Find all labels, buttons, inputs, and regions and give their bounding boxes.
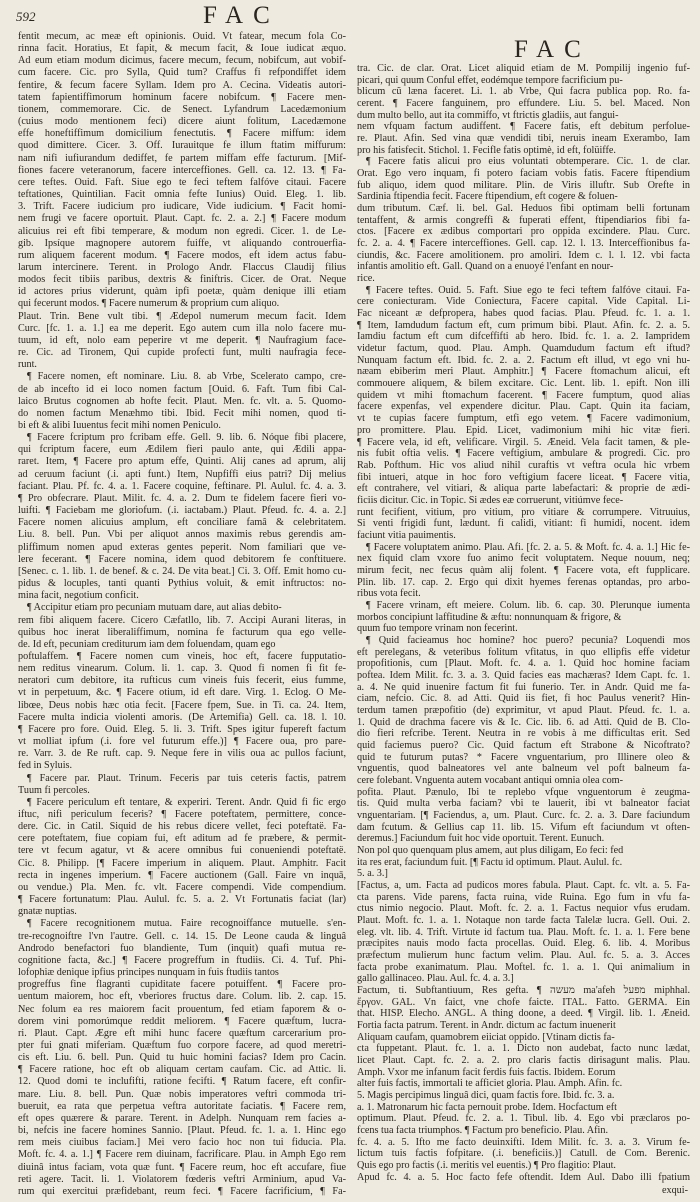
text-line: ¶ Facere recognitionem mutua. Faire recognoiffance mutuelle. s'en- xyxy=(27,918,346,930)
text-line: eleg. vlt. lib. 4. Trift. Virtute id factum tua. Plau. Moft. fc. 1. a. 1. Fere bene xyxy=(357,926,690,938)
text-line: re. Cic. ad Tironem, Qui cupide profecti funt, multi naufragia fece- xyxy=(18,347,346,359)
text-line: blicum cũ læna faceret. Li. 1. ab Vrbe, Qui facra publica pop. Ro. fa- xyxy=(357,86,690,98)
text-line: re. Varr. 3. de Re ruft. cap. 9. Neque fere in vilis oua ac pullos faciunt, xyxy=(18,748,346,760)
text-line: dio fieri refcribe. Terent. Neutra in re vobis à me difficultas erit. Sed xyxy=(357,728,690,740)
text-line: ¶ Facere periculum eft tentare, & experiri. Terent. Andr. Quid fi fic ergo xyxy=(27,796,346,808)
text-line: deremus.] Faciundum fuit hoc vide oportuit. Terent. Eunuch. xyxy=(357,833,605,845)
text-line: commouere aliquem, & bilem excitare. Cic. Lent. lib. 1. epift. Non illi xyxy=(357,378,690,390)
text-line: tuum, id eft, nolo eam peperire vt me deperit. ¶ Naufragium face- xyxy=(18,334,346,346)
text-line: nam nifi iufiurandum dediffet, fe partem miffam effe facturum. [Mif- xyxy=(18,152,346,164)
text-line: Nunquam factum eft. Ibid. fc. 2. a. 2. Factum eft illud, vt ego vni hu- xyxy=(357,354,690,366)
text-line: modos fecit tibiis paribus, dextris & finiftris. Cicer. de Orat. Neque xyxy=(18,274,346,286)
text-line: lere fecerant. ¶ Facere nomina, idem quod debitorem fe conftituere. xyxy=(18,553,346,565)
text-line: cere coniecturam. Vide Coniectura, Facere capital. Vide Capital. Li- xyxy=(357,296,690,308)
text-line: alter fuis factis, immortali te afficiet gloria. Plau. Amph. Afin. fc. xyxy=(357,1078,623,1090)
text-line: dorem vini pomorúmque reddit meliorem. ¶ Facere quæftum, lucra- xyxy=(18,1015,346,1027)
text-line: pter fui gnati miferiam. Quæftum fuo corpore facere, ad quod meretri- xyxy=(18,1039,346,1051)
text-line: pro promittere. Plau. Epid. Licet, vadimonium mihi hic vitæ fieri. xyxy=(357,424,690,436)
text-line: tere vt fecum agatur, vt & acere omnibus fui conueniendi poteftatë. xyxy=(18,845,346,857)
text-line: pro his fatisfecit. Stichol. 1. Fecifle fatis optimè, id eft, folüiffe. xyxy=(357,144,616,156)
text-line: dam fcutum. & Gellius cap 11. lib. 15. Vifum eft faciundum vt often- xyxy=(357,821,690,833)
text-line: luifti. ¶ Faciebam me gloriofum. (.i. iactabam.) Plaut. Pfeud. fc. 4. a. 2.] xyxy=(18,505,346,517)
text-line: ad ceruum faciunt (.i. apti funt.) Item, Nupfiffi eius patri? Dij melius xyxy=(18,468,346,480)
text-line: facta probe exanimatum. Plau. Moftel. fc. 1. a. 1. Qui animalium in xyxy=(357,961,690,973)
text-line: rinna facit. Horatius, Et fapit, & mecum facit, & Ioue iudicat æquo. xyxy=(18,43,346,55)
text-line: qui fcriptum facere, eum Ædilem fieri paulo ante, qui Ædili appa- xyxy=(18,444,346,456)
text-line: præfectum mulierum hunc factum velim. Plau. Aul. fc. 5. a. 3. Acces xyxy=(357,950,690,962)
text-line: id actores prius viderunt, quàm ipfi poetæ, quàm denique illi etiam xyxy=(18,286,346,298)
text-line: eft contrahere, vel vitiari, & aliqua parte labefactari: & proprie de ædi- xyxy=(357,483,690,495)
text-line: progreffus fine flagranti cupiditate facere potuiffent. ¶ Facere pro- xyxy=(18,979,346,991)
text-line: ¶ Facere voluptatem animo. Plau. Afi. [fc. 2. a. 5. & Moft. fc. 4. a. 1.] Hic fe- xyxy=(366,541,690,553)
text-line: quid faciemus puero? Cic. Quid factum eft Strabone & Nicoftrato? xyxy=(357,739,690,751)
text-line: neratori cum debitore, ita rufticus cum vineis fuis fecerit, eius fumme, xyxy=(18,675,346,687)
text-line: Moft. fc. 4. a. 1.] ¶ Facere rem diuinam, facrificare. Plau. in Amph Ego rem xyxy=(18,1149,346,1161)
text-line: eft perelegans, & veteribus folitum vfitatus, in quo ellipfis effe videtur xyxy=(357,646,690,658)
text-line: teftationes, Quintilian. Facit omnia fefte Iunius) Ouid. Eleg. 1. lib. xyxy=(18,189,346,201)
text-line: fc. 2. a. 4. ¶ Facere interceffiones. Gell. cap. 12. l. 13. Interceffionibus fa- xyxy=(357,238,690,250)
text-line: pidus & locuples, tanti quanti Pythius voluit, & emit inftructos: no- xyxy=(18,578,346,590)
text-line: rem fibi aliquem facere. Cicero Cæfatllo, lib. 7. Accipi Aurani literas, in xyxy=(18,614,346,626)
text-line: raret. Item, ¶ Facere pro aptum effe, Quinti. Alij canes ad aprum, alij xyxy=(18,456,346,468)
text-line: facere expenfas, vel expendere dicitur. Plau. Capt. Quin ita faciam, xyxy=(357,401,690,413)
text-line: reti agere. Tacit. li. 1. Violatorem fœderis veftri Arminium, apud Va- xyxy=(18,1173,346,1185)
text-line: 1. Quid de drachma facere vis & Ic. Cic. lib. 6. ad Atti. Quid de B. Clo- xyxy=(357,716,690,728)
text-line: rum aliquem facerent modum. ¶ Facere modos, eft idem actus fabu- xyxy=(18,249,346,261)
text-line: tentaffent, & armis congreffi & fuperati effent, ftipendiarios fibi fa- xyxy=(357,214,690,226)
right-column xyxy=(357,63,690,1183)
text-line: a. 1. Matronarum hic facta pernouit probe. Idem. Hocfactum eft xyxy=(357,1101,617,1113)
text-line: infantis amolitio eft. Gall. Quand on a enuoyé l'enfant en nour- xyxy=(357,261,614,273)
text-line: bi, nefcis ine facere homines Sannio. [Plaut. Pfeud. fc. 1. a. 1. Hinc ego xyxy=(18,1125,346,1137)
text-line: dum multo bello, aut ita commiffo, vt ftrictis gladiis, aut fangui- xyxy=(357,109,619,121)
text-line: de. Id eft, pecuniam crediturum iam dem foluendam, quam ego xyxy=(18,638,276,650)
text-line: bueruit, ea rata que perpetua veftra autoritate faciatis. ¶ Facere rem, xyxy=(18,1100,346,1112)
text-line: cognitione facta, &c.] ¶ Facere progreffum in ftudiis. Ci. 4. Tuf. Phi- xyxy=(18,954,346,966)
text-line: ctos. [Facere ex ædibus comportari pro oppida excindere. Plau. Curc. xyxy=(357,226,690,238)
text-line: ciundis, &c. Facere amolitionem. pro amoliri. Idem c. l. l. 12. vbi facta xyxy=(357,249,690,261)
text-line: poftea. Idem Milit. fc. 3. a. 3. Quid facies eas machæras? Idem Capt. fc. 1. xyxy=(357,669,690,681)
text-line: Quis ego pro factis (.i. meritis vel euentis.) ¶ Pro flagitio: Plaut. xyxy=(357,1160,616,1172)
text-line: ¶ Facere nomen, eft nominare. Liu. 8. ab Vrbe, Scelerato campo, cre- xyxy=(27,371,346,383)
text-line: fub aliquo, idem quod militare. Plin. de Viris illuftr. Sub Orefte in xyxy=(357,179,690,191)
text-line: faciunt vitia pauimentis. xyxy=(357,529,456,541)
text-line: uentum maiorem, hoc eft, vberiores fructus dare. Colum. lib. 2. cap. 15. xyxy=(18,991,346,1003)
text-line: lofophiæ denique ipfius principes nunquam in fuis ftudiis tantos xyxy=(18,967,279,979)
text-line: ¶ Facere vrinam, eft meiere. Colum. lib. 6. cap. 30. Plerunque iumenta xyxy=(366,599,690,611)
text-line: cis eft. Liu. 6. bell. Pun. Quid tu huic homini facias? Idem pro Cacin. xyxy=(18,1052,346,1064)
running-head-right: FAC xyxy=(514,36,591,63)
text-line: picari, qui quum Conful effet, eodémque tempore facrificium pu- xyxy=(357,74,623,86)
text-line: præcipites nauis modo facta procellas. Ouid. Eleg. 6. lib. 4. Moribus xyxy=(357,938,690,950)
text-line: Apud fc. 4. a. 5. Hoc facto fefe oftendit. Idem Aul. Dabo illi fpatium xyxy=(357,1171,690,1183)
text-line: de ab incefto id ei loco nomen factum [Ouid. 6. Faft. Tum fibi Cal- xyxy=(18,383,346,395)
text-line: dere. Cic. in Catil. Siquid de his rebus dicere vellet, feci poteftatë. Fa- xyxy=(18,821,346,833)
text-line: gallo gallinaceo. Plau. Aul. fc. 4. a. 3.] xyxy=(357,973,514,985)
text-line: ¶ Facere fatis alicui pro eius voluntati obtemperare. Cic. 1. de clar. xyxy=(366,156,690,168)
text-line: Androdo benefactori fuo blandiente, Tum (inquit) quafi mutua re- xyxy=(18,942,346,954)
text-line: næam ebiberim meri Plaut. Amphitr.] ¶ Facere ftomachum alicui, eft xyxy=(357,366,690,378)
text-line: Nec folum ea res maiorem facit prouentum, fed etiam faporem & o- xyxy=(18,1003,346,1015)
text-line: nem reditus vinearum. Colum. li. 1. cap. 3. Quod fi nomen fi fit fe- xyxy=(18,663,346,675)
text-line: morbos concipiunt laffitudine & æftu: nonnunquam & frigore, & xyxy=(357,611,622,623)
text-line: a. 4. Ne quid inuenire factum fit fui funerio. Ter. in Andr. Quid me fa- xyxy=(357,681,690,693)
text-line: larum intercinere. Terent. in Prologo Andr. Flaccus Claudij filius xyxy=(18,261,346,273)
text-line: 5. Magis percipimus linguâ dici, quam factis fore. Ibid. fc. 3. a. xyxy=(357,1090,615,1102)
text-line: mare. Liu. 8. bell. Pun. Quæ nobis imperatores veftri commoda tri- xyxy=(18,1088,346,1100)
text-line: ¶ Facere pro fore. Ouid. Eleg. 5. li. 3. Trift. Spes igitur fupereft factum xyxy=(18,723,346,735)
text-line: ¶ Facere fcriptum pro fcribam effe. Gell. 9. lib. 6. Nóque fibi placere, xyxy=(27,432,346,444)
text-line: Non pol quo quenquam plus amem, aut plus diligam, Eo feci: fed xyxy=(357,845,624,857)
text-line: quibus hoc inerat liberaliffimum, nomina fe facturum qua ego velle- xyxy=(18,626,346,638)
text-line: 5. a. 3.] xyxy=(357,868,388,880)
text-line: Si venti frigidi funt, lædunt. fi calidi, vitiant: fi humidi, nocent. idem xyxy=(357,518,690,530)
text-line: Aliquam caufam, quamobrem eiiciat oppido. [Vtinam dictis fa- xyxy=(357,1031,615,1043)
text-line: laico Brutus cognomen ab hofte fecit. Plaut. Men. fc. vlt. a. 5. Quomo- xyxy=(18,395,346,407)
text-line: ἔργον. GAL. Vn faict, vne chofe faicte. ITAL. Fatto. GERMA. Ein xyxy=(357,996,690,1008)
text-line: Factum, ti. Subftantiuum, Res gefta. ¶ מעשה ma'afeh מפעל miphhal. xyxy=(357,985,690,997)
text-line: fentit mecum, ac meæ eft opinionis. Ouid. Vt fatear, mecum fola Co- xyxy=(18,31,346,42)
text-line: do nomen factum Menæhmo tibi. Ibid. Fecit mihi nomen, quod ti- xyxy=(18,407,346,419)
text-line: fentire, & fecum facere Syllam. Idem pro A. Cecina. Videatis autori- xyxy=(18,79,346,91)
text-line: vnguentariam. [¶ Faciendus, a, um. Plaut. Curc. fc. 2. a. 3. Dare faciundum xyxy=(357,810,690,821)
text-line: fcens tua facta triumphos. ¶ Factum pro beneficio. Plau. Afin. xyxy=(357,1125,609,1137)
text-line: ¶ Accipitur etiam pro pecuniam mutuam dare, aut alias debito- xyxy=(27,602,282,614)
text-line: nis fubit oftia velis. ¶ Facere veftigium, ambulare & progredi. Cic. pro xyxy=(357,448,690,460)
text-line: bi eft & alibi Iuuentus fecit mihi nomen Peniculo. xyxy=(18,420,221,431)
text-line: runt. xyxy=(18,359,37,371)
text-line: eft opes quærere & parare. Terent. in Adelph. Nunquam rem facies a- xyxy=(18,1112,346,1124)
text-line: nex fiquid clam vxore fuo animo fecit voluptatem. Neque nouum, neq; xyxy=(357,553,690,565)
text-line: vnguentis, quod balneatores vel ante balneum vel poft balneum fa- xyxy=(357,763,690,775)
text-line: [Senec. c. 1. lib. 1. de benef. & c. 24. De vita beat.] Ci. 3. Off. Emit homo cu- xyxy=(18,565,346,577)
text-line: alicuius rei eft fibi temperare, & modum non egredi. Cicer. 1. de Le- xyxy=(18,225,346,237)
text-line: quid te futurum putas? * Facere vnguentarium, pro Illinere oleo & xyxy=(357,751,690,763)
text-line: Fortia facta patrum. Terent. in Andr. dictum ac factum inuenerit xyxy=(357,1020,616,1032)
text-line: (cuius modo mentionem feci) dicere aiunt folitum, Lacedæmone xyxy=(18,116,346,128)
text-line: recta in ingenes imperium. ¶ Facere auctionem (Gall. Faire vn inquā, xyxy=(18,869,346,881)
text-line: libœe, Deus nobis hæc otia fecit. [Facere fpem, Sue. in Ti. ca. 24. Item, xyxy=(18,699,346,711)
text-line: cta fuppetant. Plaut. fc. 1. a. 1. Dicto non audebat, facto nunc lædat, xyxy=(357,1043,690,1055)
running-head-left: FAC xyxy=(203,2,280,29)
text-line: re. Plaut. Afin. Sed vina quæ vendidi tibi, neruis ineam Exerambo, Iam xyxy=(357,133,690,145)
text-line: iftuc, nifi periculum feceris? ¶ Facere poteftatem, permittere, conce- xyxy=(18,809,346,820)
text-line: cere poteftatem, fiue copiam fui, eft aditum ad fe præbere, & permit- xyxy=(18,833,346,845)
text-line: propofitionis, cum [Plaut. Moft. fc. 4. a. 1. Quid hoc homine faciam xyxy=(357,658,690,670)
text-line: Orat. Ego vero inquam, fi potero faciam vobis fatis. Facere ftipendium xyxy=(357,168,690,180)
text-line: quidem vt mihi ftomachum facerent. ¶ Facere fumptum, quod alias xyxy=(357,389,690,401)
text-line: Iamdiu factum eft cum difceffifti ab hero. Ibid. fc. 1. a. 2. Iampridem xyxy=(357,331,690,343)
text-line: nem frugi ve facere oportuit. Plaut. Capt. fc. 2. a. 2.] ¶ Facere modum xyxy=(18,213,346,225)
catchword: exqui- xyxy=(661,1185,688,1196)
text-line: tra. Cic. de clar. Orat. Licet aliquid etiam de M. Pompilij ingenio fuf- xyxy=(357,63,690,74)
text-line: Plaut. Trin. Bene vult tibi. ¶ Ædepol numerum mecum facit. Idem xyxy=(18,310,346,322)
text-line: Fac niceant æ defpropera, habes quod facias. Plau. Pfeud. fc. 1. a. 1. xyxy=(357,308,690,320)
text-line: that. HISP. Elecho. ANGL. A thing doone, a deed. ¶ Virgil. lib. 1. Æneid. xyxy=(357,1008,690,1020)
text-line: ¶ Pro obfecrare. Plaut. Milit. fc. 4. a. 2. Dum te fidelem facere fieri vo- xyxy=(18,492,346,504)
text-line: terdum tamen præpofitio (de) exprimitur, vt apud Plaut. Pfeud. fc. 1. a. xyxy=(357,704,690,716)
text-line: cere teftes. Ouid. Faft. Siue ego te feci teftem falfóve citaui. Facere xyxy=(18,176,346,188)
text-line: tionem, commemorare. Cic. de Senect. Lyfandrum Lacedæmonium xyxy=(18,103,346,115)
text-line: ciam, nefcio. Cic. 8. ad Atti. Quid iis fiet, fi hoc Paulus venerit? Hin- xyxy=(357,693,690,705)
text-line: ¶ Facere ratione, hoc eft ob aliquam certam caufam. Cic. ad Attic. li. xyxy=(18,1064,346,1076)
text-line: ficiis dicitur. Cic. in Topic. Si ædes eæ corruerunt, vitiúmve fece- xyxy=(357,494,624,506)
text-line: ribus vota fecit. xyxy=(357,588,421,600)
text-line: Amph. Vxor me infanum facit ferdis fuis factis. Ibidem. Eorum xyxy=(357,1066,616,1078)
text-line: dum tributum. Cæf. li. bel. Gal. Heduos fibi optimam belli fortunam xyxy=(357,203,690,215)
text-line: ctus nimio negocio. Plaut. Moft. fc. 2. a. 1. Factus nequior vfus erudam. xyxy=(357,903,690,915)
page-number: 592 xyxy=(16,9,36,24)
text-line: tre-recognoiftre l'vn l'autre. Gell. c. 14. 15. De Leone cauda & linguâ xyxy=(18,930,346,942)
text-line: gnatæ nuptias. xyxy=(18,906,77,918)
text-line: Ad eum etiam modum dicimus, facere mecum, fecum, nobifcum, aut vobif- xyxy=(18,55,346,67)
text-line: tis. Quid multa verba faciam? vbi te lauerit, ibi vt balneator faciat xyxy=(357,798,690,810)
text-line: Facere multa indicia violenti amoris. (De Artemifia) Gell. ca. 18. l. 10. xyxy=(18,711,346,723)
text-line: videtur factum, quod. Plau. Amph. Quamdudum factum eft iftud? xyxy=(357,343,690,355)
text-line: ¶ Facere teftes. Ouid. 5. Faft. Siue ego te feci teftem falfóve citaui. Fa- xyxy=(366,284,690,296)
text-line: ¶ Facere fortunatum: Plau. Aulul. fc. 5. a. 2. Vt Fortunatis faciat (lar) xyxy=(18,894,346,906)
text-line: gib. Ipsíque magnopere autorem fuiffe, vt aliquando controuerfia- xyxy=(18,237,346,249)
text-line: ita res erat, faciundum fuit. [¶ Factu id optimum. Plaut. Aulul. fc. xyxy=(357,856,623,868)
text-line: effe honeftiffimum domicilium fenectutis. ¶ Facere miffum: idem xyxy=(18,128,346,140)
text-line: Liu. 8. bell. Pun. Vbi per aliquot annos maximis rebus gerendis am- xyxy=(18,529,346,541)
text-line: Plaut. Moft. fc. 1. a. 1. Notaque non tarde facta Talelæ lucra. Gell. Oui. 2. xyxy=(357,915,690,927)
text-line: cere folebant. Vnguenta autem vocabant antiqui omnia olea com- xyxy=(357,774,623,786)
text-line: 3. Trift. Facere iudicium pro iudicare, Vide iudicium. ¶ Facit homi- xyxy=(18,201,346,213)
text-line: rem meis ciuibus faciam.] Mei vero facio hoc non tui fiducia. Pla. xyxy=(18,1137,346,1149)
text-line: rice. xyxy=(357,273,375,285)
left-column xyxy=(18,31,346,1197)
text-line: fed in Syluis. xyxy=(18,760,73,772)
text-line: ¶ Quid facieamus hoc homine? hoc puero? pecunia? Loquendi mos xyxy=(366,634,690,646)
text-line: 12. Quod domi te inclufifti, ratione fecifti. ¶ Ratum facere, eft confir- xyxy=(18,1076,346,1088)
text-line: cta parens. Vide parens, facta ruina, vide Ruina. Ego fum in vfu fa- xyxy=(357,891,690,903)
text-line: Rab. Pofthum. Hic vos aliud nihil curaftis vt veftra ocula hic vrbem xyxy=(357,459,690,471)
text-line: Sardinia ftipendia fecit. Facere ftipendium, eft cogere & foluen- xyxy=(357,191,618,203)
text-line: Cic. 8. Philipp. [¶ Facere imperium in aliquem. Plaut. Amphitr. Facit xyxy=(18,857,346,869)
text-line: ¶ Facere vela, id eft, velificare. Virgil. 5. Æneid. Vela facit tamen, & ple- xyxy=(357,436,690,448)
text-line: fc. 4. a. 5. Ifto me facto deuinxifti. Idem Milit. fc. 3. a. 3. Virum fe- xyxy=(357,1136,690,1148)
text-line: fibi intueri, atque in hoc foro veftigium facere liceat. ¶ Facere vitia, xyxy=(357,471,690,483)
text-line: optimum. Plaut. Pfeud. fc. 2. a. 1. Tibul. lib. 4. Ego vbi præclaros po- xyxy=(357,1113,690,1125)
text-line: poftulaffem. ¶ Facere nomen cum vineis, hoc eft, facere fupputatio- xyxy=(18,650,346,662)
text-line: quum fuo tempore vrinam non fecerint. xyxy=(357,623,518,635)
text-line: fiones facere veteranorum, facere interceffiones. Gell. ca. 12. 13. ¶ Fa- xyxy=(18,164,346,176)
text-line: pliffimum nomen apud exteras gentes peperit. Nom familiari que ve- xyxy=(18,541,346,553)
text-line: nem vfquam factum audiffent. ¶ Facere fatis, eft debitum perfolue- xyxy=(357,121,690,133)
text-line: ¶ Item, Iamdudum factum eft, cum primum bibi. Plaut. Afin. fc. 2. a. 5. xyxy=(357,319,690,331)
text-line: rum qui exercitui præfidebant, reum feci. ¶ Facere facrificium, ¶ Fa- xyxy=(18,1185,346,1197)
text-line: vt te cupias facere fumptum, etfi ego vetem. ¶ Facere vadimonium, xyxy=(357,413,690,425)
text-line: diuinâ intus faciam, vota quæ funt. ¶ Facere reum, hoc eft accufare, fiue xyxy=(18,1161,346,1173)
text-line: [Factus, a, um. Facta ad pudicos mores fabula. Plaut. Capt. fc. vlt. a. 5. Fa- xyxy=(357,880,690,892)
text-line: runt fecifient, vitium, pro vitium, pro vitiare & corrumpere. Vitruuius, xyxy=(357,506,690,518)
text-line: vt in perpetuum, &c. ¶ Facere otium, id eft dare. Virg. 1. Eclog. O Me- xyxy=(18,687,346,699)
text-line: ou vendue.) Pla. Men. fc. vlt. Facere compendi. Vide compendium. xyxy=(18,881,346,893)
text-line: Curc. [fc. 1. a. 1.] ea me deperit. Ego autem cum illa nolo facere mu- xyxy=(18,322,346,334)
text-line: qui fecerunt modos. ¶ Facere numerum & proprium cum aliquo. xyxy=(18,298,280,310)
text-line: Facere nomen alicuius amplum, eft conciliare famâ & celebritatem. xyxy=(18,517,346,529)
text-line: tatem fapientiffimorum hominum facere nobifcum. ¶ Facere men- xyxy=(18,91,346,103)
text-line: Tuum fi percoles. xyxy=(18,784,90,796)
text-line: quod dimittere. Cicer. 3. Off. Iurauitque fe illum ftatim miffurum: xyxy=(18,140,346,152)
text-line: ¶ Facere par. Plaut. Trinum. Feceris par tuis ceteris factis, patrem xyxy=(27,772,346,784)
text-line: cum facere. Cic. pro Sylla, Quid tum? Craffus fi refpondiffet idem xyxy=(18,67,346,79)
text-line: Plin. lib. 17. cap. 2. Ergo qui dixit hyemes ferenas optandas, pro arbo- xyxy=(357,576,690,588)
text-line: vt molliat ipfum (.i. fore vel futurum effe.)] ¶ Facere oua, pro pare- xyxy=(18,736,346,748)
text-line: mirum fecit, nec fecus quàm alij folent. ¶ Facere vota, eft fupplicare. xyxy=(357,564,690,576)
text-line: faciant. Plau. Pf. fc. 4. a. 1. Facere coquine, feftinare. Pl. Aulul. fc. 4. a. 3. xyxy=(18,480,346,492)
text-line: licet Plaut. Capt. fc. 2. a. 2. pro claris factis dirisagunt malis. Plau. xyxy=(357,1055,690,1067)
text-line: cerent. ¶ Facere fanguinem, pro effundere. Liu. 5. bel. Maced. Non xyxy=(357,98,690,110)
text-line: mina facit, negotium conficit. xyxy=(18,590,139,602)
text-line: ri. Plaut. Capt. Ægre eft mihi hunc facere quæftum carcerarium pro- xyxy=(18,1027,346,1039)
text-line: lictum tuis factis fofpitare. (.i. beneficiis.)] Catull. de Com. Berenic. xyxy=(357,1148,690,1160)
text-line: pofita. Plaut. Pænulo, Ibi te replebo vfque vnguentorum è zeugma- xyxy=(357,786,690,798)
